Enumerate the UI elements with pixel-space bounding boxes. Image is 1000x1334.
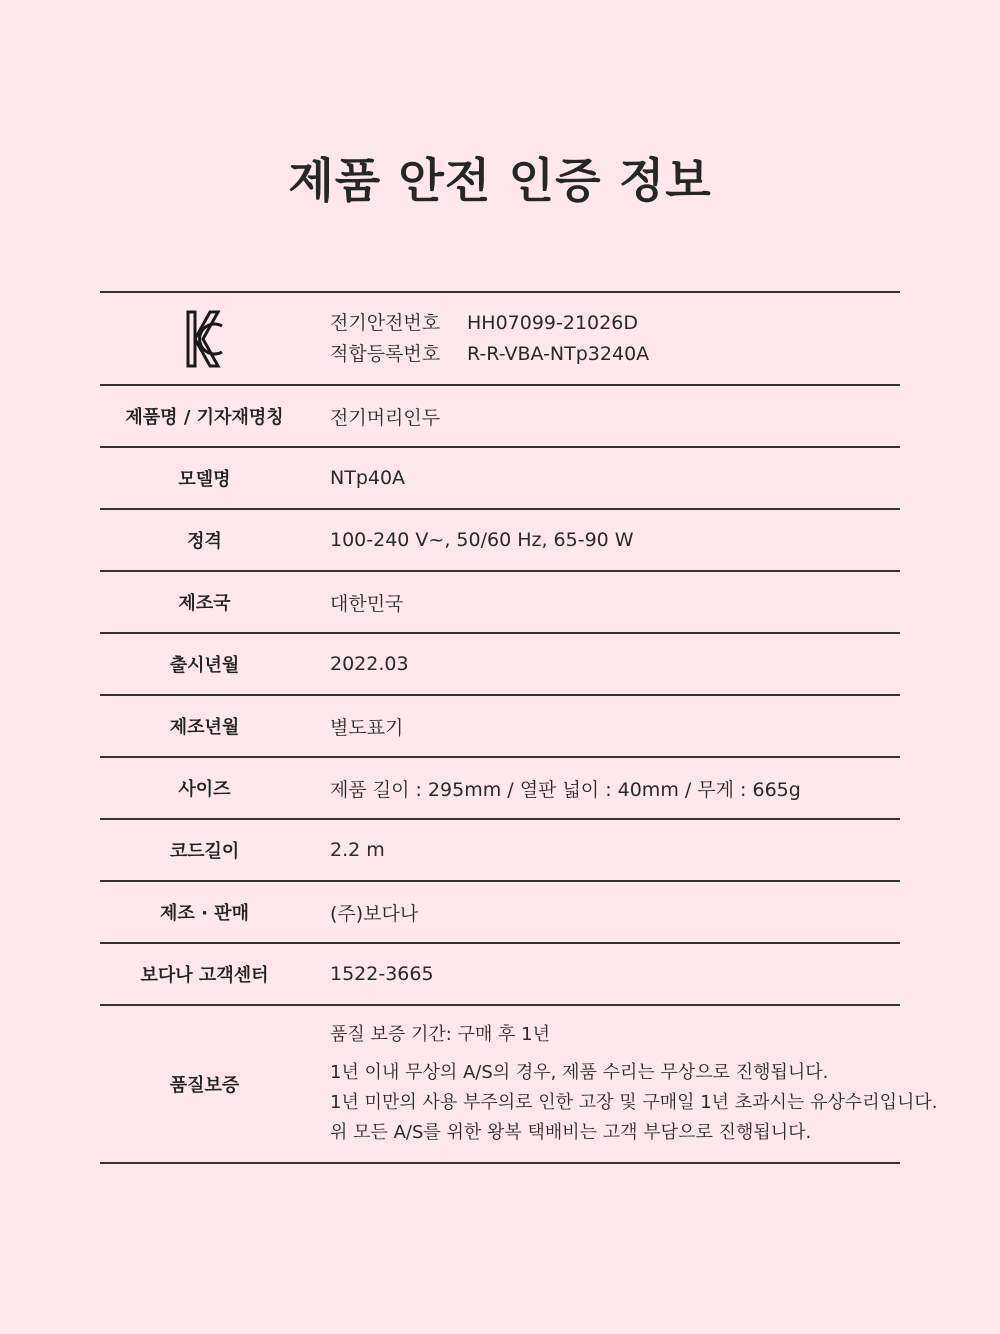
row-value: 제품 길이 : 295mm / 열판 넓이 : 40mm / 무게 : 665g	[330, 778, 801, 801]
warranty-period: 품질 보증 기간: 구매 후 1년	[330, 1024, 551, 1045]
row-label: 출시년월	[169, 655, 240, 676]
page-title: 제품 안전 인증 정보	[288, 154, 712, 209]
row-value: NTp40A	[330, 467, 406, 489]
table-row-cord-length	[100, 820, 900, 882]
warranty-line: 1년 이내 무상의 A/S의 경우, 제품 수리는 무상으로 진행됩니다.	[330, 1062, 829, 1083]
row-value: 대한민국	[330, 592, 404, 615]
registration-value: R-R-VBA-NTp3240A	[467, 342, 650, 365]
table-row-warranty	[100, 1006, 938, 1164]
table-row-manufacture-date	[100, 696, 900, 758]
row-label: 사이즈	[178, 779, 231, 800]
warranty-line: 위 모든 A/S를 위한 왕복 택배비는 고객 부담으로 진행됩니다.	[330, 1122, 812, 1143]
row-label: 코드길이	[169, 841, 240, 862]
table-row-rating	[100, 510, 900, 572]
row-label: 제조국	[178, 593, 231, 614]
table-row-manufacturer	[100, 882, 900, 944]
table-row-product-name	[100, 386, 900, 448]
row-label: 정격	[187, 531, 222, 552]
table-row-customer-center	[100, 944, 900, 1006]
warranty-line: 1년 미만의 사용 부주의로 인한 고장 및 구매일 1년 초과시는 유상수리입니다.	[330, 1092, 938, 1113]
row-label: 보다나 고객센터	[140, 965, 269, 986]
warranty-text	[309, 1020, 937, 1148]
registration-line	[330, 339, 649, 370]
spec-table	[100, 291, 938, 1164]
row-value: 100-240 V~, 50/60 Hz, 65-90 W	[330, 529, 634, 551]
electric-safety-label: 전기안전번호	[330, 311, 441, 334]
table-row-release-date	[100, 634, 900, 696]
cert-numbers	[309, 308, 649, 370]
row-value: (주)보다나	[330, 902, 419, 925]
table-row-model	[100, 448, 900, 510]
electric-safety-line	[330, 308, 649, 339]
row-value: 1522-3665	[330, 963, 434, 985]
kc-mark-icon	[100, 310, 309, 368]
table-row-size	[100, 758, 900, 820]
row-label: 품질보증	[169, 1075, 240, 1096]
certification-row	[100, 293, 900, 386]
row-value: 2.2 m	[330, 839, 385, 861]
row-value: 별도표기	[330, 716, 404, 739]
row-label: 모델명	[178, 469, 231, 490]
row-label: 제조 · 판매	[160, 903, 249, 924]
row-label: 제조년월	[169, 717, 240, 738]
row-value: 2022.03	[330, 653, 409, 675]
row-value: 전기머리인두	[330, 406, 441, 429]
table-row-country	[100, 572, 900, 634]
electric-safety-value: HH07099-21026D	[467, 311, 638, 334]
registration-label: 적합등록번호	[330, 342, 441, 365]
row-label: 제품명 / 기자재명칭	[125, 407, 284, 428]
